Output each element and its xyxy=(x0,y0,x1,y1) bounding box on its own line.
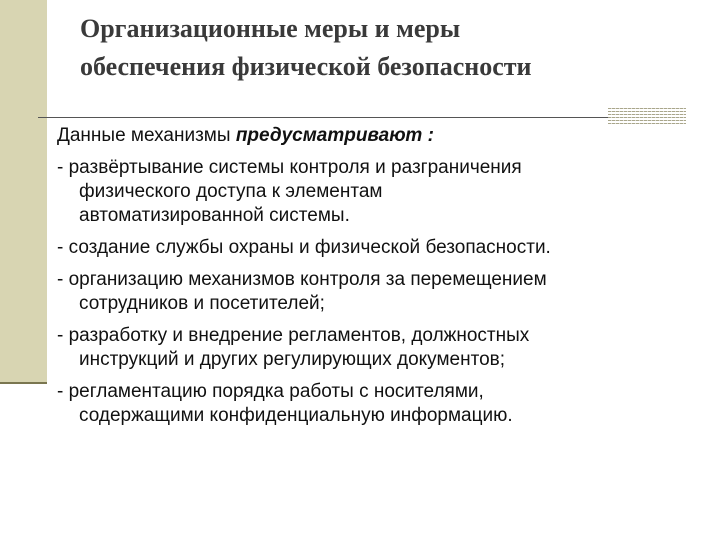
list-item-line: - создание службы охраны и физической безопасности. xyxy=(57,237,551,258)
list-item-line: физического доступа к элементам xyxy=(79,181,383,202)
measures-list xyxy=(57,156,707,428)
side-bar-underline xyxy=(0,382,47,384)
slide-body xyxy=(57,124,707,436)
list-item xyxy=(57,380,707,428)
title-divider xyxy=(38,117,608,118)
list-item-line: содержащими конфиденциальную информацию. xyxy=(79,405,513,426)
list-item xyxy=(57,324,707,372)
side-accent-bar xyxy=(0,0,47,382)
intro-paragraph xyxy=(57,124,707,148)
list-item-line: сотрудников и посетителей; xyxy=(79,293,325,314)
list-item xyxy=(57,156,707,228)
list-item-line: - регламентацию порядка работы с носителями, xyxy=(57,381,484,402)
title-line-2: обеспечения физической безопасности xyxy=(80,52,532,81)
list-item-line: автоматизированной системы. xyxy=(79,205,350,226)
slide-title xyxy=(80,10,700,86)
list-item xyxy=(57,268,707,316)
intro-lead: Данные механизмы xyxy=(57,125,236,146)
list-item-line: - разработку и внедрение регламентов, должностных xyxy=(57,325,530,346)
intro-emphasis: предусматривают : xyxy=(235,125,434,146)
list-item-line: - развёртывание системы контроля и разграничения xyxy=(57,157,522,178)
list-item xyxy=(57,236,707,260)
list-item-line: - организацию механизмов контроля за перемещением xyxy=(57,269,547,290)
list-item-line: инструкций и других регулирующих документов; xyxy=(79,349,506,370)
title-line-1: Организационные меры и меры xyxy=(80,14,461,43)
